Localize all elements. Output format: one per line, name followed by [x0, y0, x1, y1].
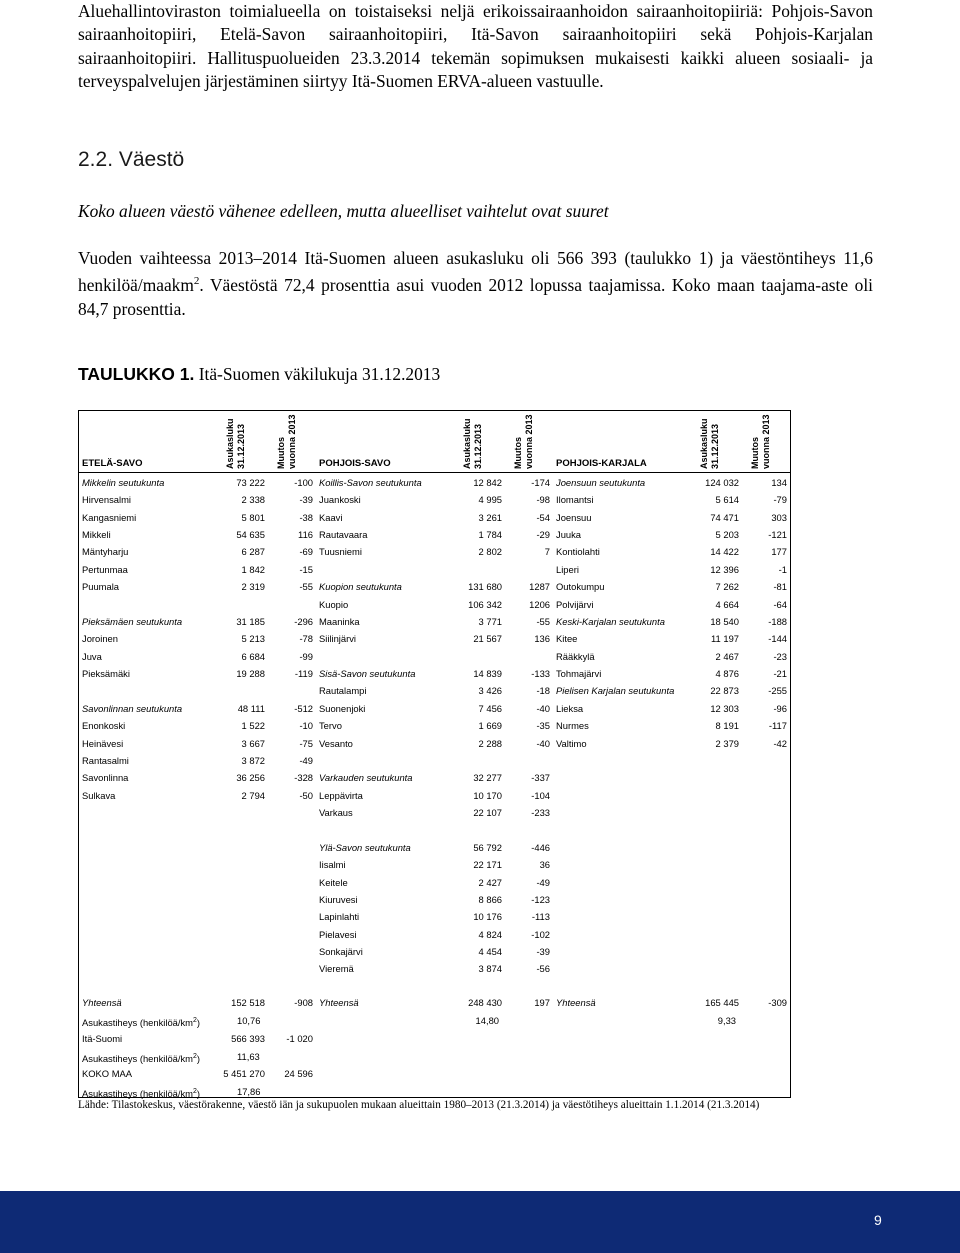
row-population: 4 876 — [715, 668, 739, 680]
row-name: Pieksämäen seutukunta — [82, 615, 183, 627]
row-change: -64 — [773, 598, 787, 610]
row-population: 3 426 — [478, 685, 502, 697]
row-population: 2 802 — [478, 546, 502, 558]
row-change: -23 — [773, 650, 787, 662]
summary-label: Asukastiheys $(henkilöä/km^2)$ — [82, 1088, 201, 1100]
row-name: Sulkava — [82, 789, 116, 801]
row-population: 73 222 — [236, 477, 265, 488]
row-change: -81 — [773, 581, 787, 593]
row-population: 7 262 — [715, 581, 739, 593]
row-population: 106 342 — [468, 598, 502, 610]
row-population: 12 396 — [710, 563, 739, 575]
row-population: 1 784 — [478, 529, 502, 541]
row-name: Juankoski — [319, 494, 361, 506]
row-name: Kiuruvesi — [319, 893, 358, 905]
row-population: 56 792 — [473, 841, 502, 853]
population-table — [78, 410, 791, 1098]
row-change: -123 — [531, 893, 550, 905]
row-name: Keski-Karjalan seutukunta — [556, 615, 665, 627]
density-value: 14,80 — [475, 1015, 499, 1026]
column-header-change: Muutos vuonna 2013 — [513, 414, 534, 469]
row-change: -144 — [768, 633, 787, 645]
row-change: -1 — [778, 563, 787, 575]
row-population: 3 667 — [241, 737, 265, 749]
row-population: 12 842 — [473, 477, 502, 488]
summary-population: 5 451 270 — [223, 1068, 265, 1079]
row-name: Pieksämäki — [82, 668, 130, 680]
row-population: 8 866 — [478, 893, 502, 905]
row-change: 303 — [771, 511, 787, 523]
row-name: Varkauden seutukunta — [319, 772, 413, 784]
row-population: 32 277 — [473, 772, 502, 784]
density-superscript: 2 — [193, 1017, 197, 1024]
density-value: 9,33 — [717, 1015, 736, 1026]
row-name: Nurmes — [556, 720, 589, 732]
row-name: Kangasniemi — [82, 511, 137, 523]
row-change: -102 — [531, 928, 550, 940]
row-change: 7 — [544, 546, 550, 558]
row-population: 18 540 — [710, 615, 739, 627]
column-header-population: Asukasluku 31.12.2013 — [225, 418, 246, 469]
row-name: Mikkeli — [82, 529, 111, 541]
row-population: 4 824 — [478, 928, 502, 940]
row-population: 7 456 — [478, 702, 502, 714]
summary-superscript: 2 — [193, 1053, 197, 1060]
row-name: Ilomantsi — [556, 494, 594, 506]
row-change: 177 — [771, 546, 787, 558]
row-name: Keitele — [319, 876, 348, 888]
row-population: 36 256 — [236, 772, 265, 784]
row-name: Koillis-Savon seutukunta — [319, 477, 422, 488]
row-name: Ylä-Savon seutukunta — [319, 841, 411, 853]
row-population: 4 995 — [478, 494, 502, 506]
total-change: -309 — [768, 997, 787, 1008]
row-change: -255 — [768, 685, 787, 697]
row-change: -296 — [294, 615, 313, 627]
row-change: -49 — [299, 754, 313, 766]
row-name: Puumala — [82, 581, 120, 593]
row-population: 124 032 — [705, 477, 739, 488]
page-number: 9 — [874, 1212, 882, 1228]
row-change: 1287 — [529, 581, 550, 593]
row-change: -100 — [294, 477, 313, 488]
row-change: -39 — [299, 494, 313, 506]
row-population: 6 287 — [241, 546, 265, 558]
row-change: -55 — [299, 581, 313, 593]
row-name: Tohmajärvi — [556, 668, 602, 680]
row-name: Rääkkylä — [556, 650, 595, 662]
summary-label: KOKO MAA — [82, 1068, 133, 1079]
row-name: Vesanto — [319, 737, 353, 749]
row-change: -35 — [536, 720, 550, 732]
row-name: Outokumpu — [556, 581, 605, 593]
summary-population: 566 393 — [231, 1033, 265, 1044]
row-change: -512 — [294, 702, 313, 714]
row-population: 2 794 — [241, 789, 265, 801]
row-name: Joensuun seutukunta — [556, 477, 646, 488]
table-title-label: TAULUKKO 1. — [78, 364, 195, 384]
row-name: Savonlinnan seutukunta — [82, 702, 183, 714]
row-name: Maaninka — [319, 615, 360, 627]
row-change: -119 — [294, 668, 313, 680]
row-change: -233 — [531, 807, 550, 819]
row-change: -104 — [531, 789, 550, 801]
row-name: Kontiolahti — [556, 546, 600, 558]
total-population: 248 430 — [468, 997, 502, 1008]
row-change: -75 — [299, 737, 313, 749]
row-name: Lieksa — [556, 702, 584, 714]
row-population: 4 454 — [478, 945, 502, 957]
row-population: 6 684 — [241, 650, 265, 662]
row-change: -96 — [773, 702, 787, 714]
row-name: Kaavi — [319, 511, 343, 523]
summary-population: 11,63 — [237, 1051, 260, 1062]
total-label: Yhteensä — [319, 997, 359, 1008]
body-paragraph — [78, 247, 873, 321]
subheading: Koko alueen väestö vähenee edelleen, mutta alueelliset vaihtelut ovat suuret — [78, 201, 609, 221]
row-name: Joroinen — [82, 633, 118, 645]
row-change: -10 — [299, 720, 313, 732]
table-title-text: Itä-Suomen väkilukuja 31.12.2013 — [198, 364, 441, 384]
row-name: Siilinjärvi — [319, 633, 356, 645]
row-population: 54 635 — [236, 529, 265, 541]
source-note: Lähde: Tilastokeskus, väestörakenne, väestö iän ja sukupuolen mukaan alueittain 1980–2013 (21.3.2014) ja väestötiheys alueittain 1.1.2014 (21.3.2014) — [78, 1099, 760, 1111]
row-name: Savonlinna — [82, 772, 129, 784]
row-change: -50 — [299, 789, 313, 801]
row-change: -188 — [768, 615, 787, 627]
row-change: -69 — [299, 546, 313, 558]
row-name: Vieremä — [319, 963, 354, 975]
row-name: Pertunmaa — [82, 563, 128, 575]
summary-label: Itä-Suomi — [82, 1033, 123, 1044]
row-change: -39 — [536, 945, 550, 957]
row-change: -446 — [531, 841, 550, 853]
row-population: 2 319 — [241, 581, 265, 593]
region-header: ETELÄ-SAVO — [82, 458, 143, 469]
row-change: -38 — [299, 511, 313, 523]
row-population: 3 874 — [478, 963, 502, 975]
row-change: -40 — [536, 702, 550, 714]
row-population: 21 567 — [473, 633, 502, 645]
summary-change: 24 596 — [284, 1068, 313, 1079]
row-change: -337 — [531, 772, 550, 784]
row-name: Leppävirta — [319, 789, 363, 801]
row-population: 4 664 — [715, 598, 739, 610]
row-population: 3 261 — [478, 511, 502, 523]
row-change: -56 — [536, 963, 550, 975]
total-label: Yhteensä — [556, 997, 596, 1008]
row-population: 48 111 — [237, 702, 265, 714]
row-population: 22 171 — [473, 859, 502, 871]
summary-superscript: 2 — [193, 1088, 197, 1095]
row-change: 36 — [539, 859, 550, 871]
row-change: -54 — [536, 511, 550, 523]
row-change: -18 — [536, 685, 550, 697]
row-population: 2 379 — [715, 737, 739, 749]
row-change: 134 — [771, 477, 787, 488]
row-name: Joensuu — [556, 511, 592, 523]
row-population: 2 427 — [478, 876, 502, 888]
row-name: Sonkajärvi — [319, 945, 363, 957]
row-population: 5 213 — [241, 633, 265, 645]
row-change: -113 — [531, 911, 550, 923]
column-header-population: Asukasluku 31.12.2013 — [462, 418, 483, 469]
row-population: 74 471 — [710, 511, 739, 523]
row-population: 3 872 — [241, 754, 265, 766]
row-population: 12 303 — [710, 702, 739, 714]
row-population: 31 185 — [236, 615, 265, 627]
row-population: 14 839 — [473, 668, 502, 680]
section-heading: 2.2. Väestö — [78, 148, 185, 171]
row-change: -99 — [299, 650, 313, 662]
row-name: Tervo — [319, 720, 342, 732]
row-name: Valtimo — [556, 737, 587, 749]
summary-label: Asukastiheys $(henkilöä/km^2)$ — [82, 1053, 201, 1065]
row-change: -29 — [536, 529, 550, 541]
total-change: 197 — [534, 997, 550, 1008]
row-population: 2 338 — [241, 494, 265, 506]
row-name: Tuusniemi — [319, 546, 362, 558]
body-paragraph-part1: Vuoden vaihteessa 2013–2014 Itä-Suomen alueen asukasluku oli 566 393 (taulukko 1) ja väestöntiheys 11,6 henkilöä/maakm — [78, 248, 873, 296]
row-population: 2 288 — [478, 737, 502, 749]
row-population: 5 203 — [715, 529, 739, 541]
row-name: Kuopio — [319, 598, 349, 610]
region-header: POHJOIS-SAVO — [319, 458, 391, 469]
row-population: 19 288 — [236, 668, 265, 680]
row-name: Rautalampi — [319, 685, 367, 697]
row-change: -55 — [536, 615, 550, 627]
row-name: Kitee — [556, 633, 578, 645]
row-name: Rautavaara — [319, 529, 368, 541]
row-population: 1 842 — [241, 563, 265, 575]
total-population: 165 445 — [705, 997, 739, 1008]
page-footer — [0, 1191, 960, 1253]
row-name: Suonenjoki — [319, 702, 366, 714]
row-change: -133 — [531, 668, 550, 680]
row-population: 2 467 — [715, 650, 739, 662]
region-header: POHJOIS-KARJALA — [556, 458, 647, 469]
row-population: 131 680 — [468, 581, 502, 593]
row-population: 10 176 — [473, 911, 502, 923]
row-change: 1206 — [529, 598, 550, 610]
row-change: -21 — [773, 668, 787, 680]
row-change: -174 — [531, 477, 550, 488]
row-population: 10 170 — [473, 789, 502, 801]
row-population: 22 107 — [473, 807, 502, 819]
column-header-population: Asukasluku 31.12.2013 — [699, 418, 720, 469]
row-name: Juuka — [556, 529, 582, 541]
row-name: Sisä-Savon seutukunta — [319, 668, 416, 680]
intro-paragraph: Aluehallintoviraston toimialueella on toistaiseksi neljä erikoissairaanhoidon sairaanhoitopiiriä: Pohjois-Savon sairaanhoitopiiri, Etelä-Savon sairaanhoitopiiri, Itä-Savon sairaanhoitopiiri sekä Pohjois-Karjalan sairaanhoitopiiri. Hallituspuolueiden 23.3.2014 tekemän sopimuksen mukaisesti kaikki alueen sosiaali- ja terveyspalvelujen järjestäminen siirtyy Itä-Suomen ERVA-alueen vastuulle. — [78, 1, 873, 92]
row-change: -79 — [773, 494, 787, 506]
row-population: 1 522 — [241, 720, 265, 732]
total-label: Yhteensä — [82, 997, 122, 1008]
row-population: 8 191 — [715, 720, 739, 732]
total-change: -908 — [294, 997, 313, 1008]
row-name: Hirvensalmi — [82, 494, 131, 506]
row-population: 1 669 — [478, 720, 502, 732]
density-value: 10,76 — [237, 1015, 261, 1026]
row-population: 5 801 — [241, 511, 265, 523]
row-change: -42 — [773, 737, 787, 749]
row-change: -328 — [294, 772, 313, 784]
row-name: Lapinlahti — [319, 911, 360, 923]
summary-change: -1 020 — [286, 1033, 313, 1044]
row-population: 5 614 — [715, 494, 739, 506]
row-name: Mäntyharju — [82, 546, 129, 558]
row-name: Enonkoski — [82, 720, 126, 732]
body-paragraph-superscript: 2 — [193, 275, 200, 288]
row-name: Varkaus — [319, 807, 353, 819]
row-population: 11 197 — [711, 633, 739, 645]
table-header-divider — [79, 472, 790, 473]
row-change: 136 — [534, 633, 550, 645]
row-change: -98 — [536, 494, 550, 506]
row-change: 116 — [298, 529, 313, 541]
row-name: Iisalmi — [319, 859, 346, 871]
row-population: 14 422 — [710, 546, 739, 558]
row-population: 22 873 — [710, 685, 739, 697]
row-name: Kuopion seutukunta — [319, 581, 402, 593]
column-header-change: Muutos vuonna 2013 — [276, 414, 297, 469]
row-name: Polvijärvi — [556, 598, 594, 610]
row-name: Mikkelin seutukunta — [82, 477, 165, 488]
row-change: -40 — [536, 737, 550, 749]
row-change: -49 — [536, 876, 550, 888]
row-name: Pielisen Karjalan seutukunta — [556, 685, 675, 697]
body-paragraph-part2: . Väestöstä 72,4 prosenttia asui vuoden 2012 lopussa taajamissa. Koko maan taajama-aste oli 84,7 prosenttia. — [78, 275, 873, 319]
row-change: -78 — [299, 633, 313, 645]
row-name: Liperi — [556, 563, 579, 575]
row-change: -117 — [768, 720, 787, 732]
density-label: Asukastiheys $(henkilöä/km^2)$ — [82, 1017, 201, 1029]
row-name: Pielavesi — [319, 928, 357, 940]
summary-population: 17,86 — [237, 1086, 261, 1097]
column-header-change: Muutos vuonna 2013 — [750, 414, 771, 469]
row-population: 3 771 — [478, 615, 502, 627]
row-name: Juva — [82, 650, 102, 662]
row-change: -121 — [768, 529, 787, 541]
row-name: Heinävesi — [82, 737, 124, 749]
row-change: -15 — [299, 563, 313, 575]
total-population: 152 518 — [231, 997, 265, 1008]
row-name: Rantasalmi — [82, 754, 129, 766]
table-title — [78, 364, 440, 385]
